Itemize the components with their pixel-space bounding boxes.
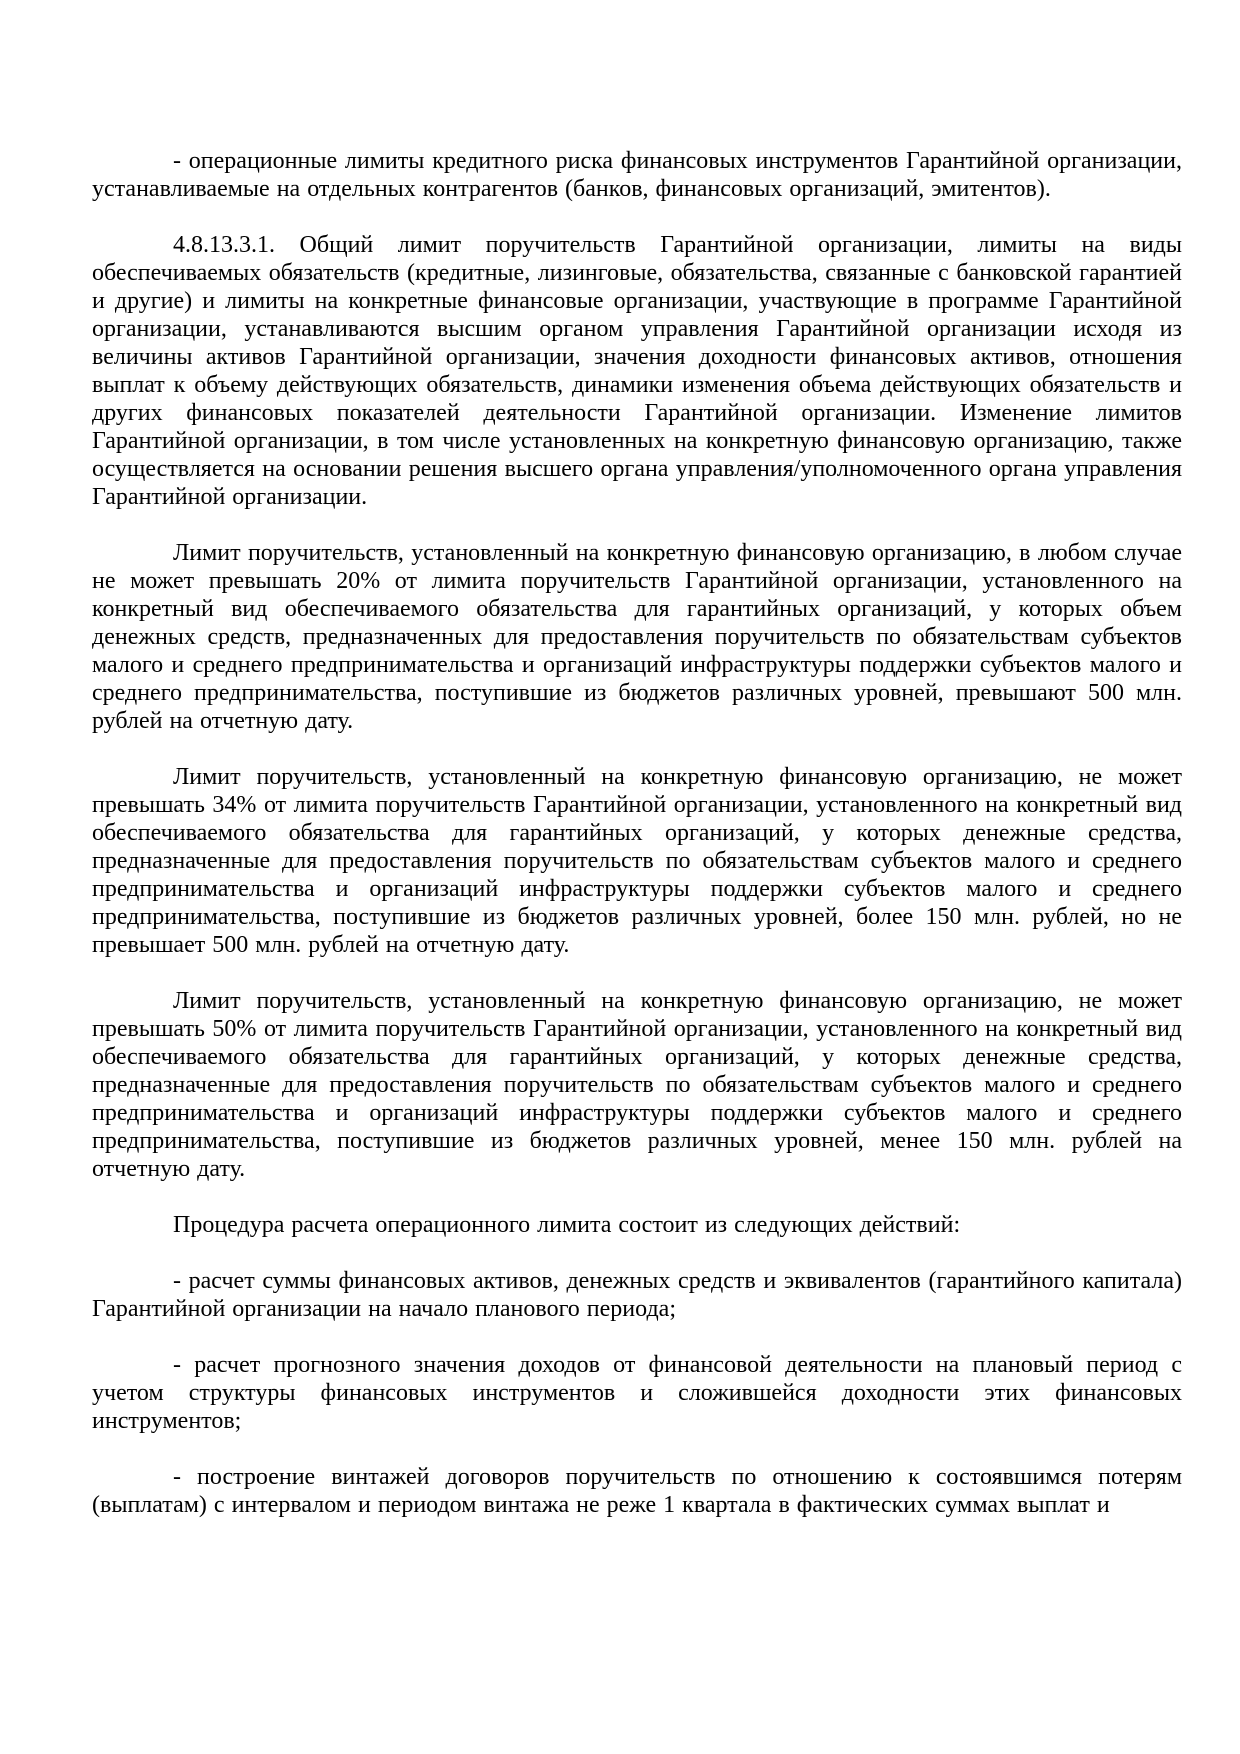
paragraph-limit-20-percent: Лимит поручительств, установленный на конкретную финансовую организацию, в любом случае не может превышать 20% от лимита поручительств Гарантийной организации, установленного на конкретный вид обеспечиваемого обязательства для гарантийных организаций, у которых объем денежных средств, предназначенных для предоставления поручительств по обязательствам субъектов малого и среднего предпринимательства и организаций инфраструктуры поддержки субъектов малого и среднего предпринимательства, поступившие из бюджетов различных уровней, превышают 500 млн. рублей на отчетную дату. — [92, 540, 1182, 734]
paragraph-operational-limits: - операционные лимиты кредитного риска финансовых инструментов Гарантийной организации, устанавливаемые на отдельных контрагентов (банков, финансовых организаций, эмитентов). — [92, 148, 1182, 202]
paragraph-4-8-13-3-1: 4.8.13.3.1. Общий лимит поручительств Гарантийной организации, лимиты на виды обеспечиваемых обязательств (кредитные, лизинговые, обязательства, связанные с банковской гарантией и другие) и лимиты на конкретные финансовые организации, участвующие в программе Гарантийной организации, устанавливаются высшим органом управления Гарантийной организации исходя из величины активов Гарантийной организации, значения доходности финансовых активов, отношения выплат к объему действующих обязательств, динамики изменения объема действующих обязательств и других финансовых показателей деятельности Гарантийной организации. Изменение лимитов Гарантийной организации, в том числе установленных на конкретную финансовую организацию, также осуществляется на основании решения высшего органа управления/уполномоченного органа управления Гарантийной организации. — [92, 232, 1182, 510]
paragraph-limit-50-percent: Лимит поручительств, установленный на конкретную финансовую организацию, не может превышать 50% от лимита поручительств Гарантийной организации, установленного на конкретный вид обеспечиваемого обязательства для гарантийных организаций, у которых денежные средства, предназначенные для предоставления поручительств по обязательствам субъектов малого и среднего предпринимательства и организаций инфраструктуры поддержки субъектов малого и среднего предпринимательства, поступившие из бюджетов различных уровней, менее 150 млн. рублей на отчетную дату. — [92, 988, 1182, 1182]
paragraph-step-assets-sum: - расчет суммы финансовых активов, денежных средств и эквивалентов (гарантийного капитала) Гарантийной организации на начало планового периода; — [92, 1268, 1182, 1322]
paragraph-procedure-intro: Процедура расчета операционного лимита состоит из следующих действий: — [173, 1212, 961, 1238]
paragraph-limit-34-percent: Лимит поручительств, установленный на конкретную финансовую организацию, не может превышать 34% от лимита поручительств Гарантийной организации, установленного на конкретный вид обеспечиваемого обязательства для гарантийных организаций, у которых денежные средства, предназначенные для предоставления поручительств по обязательствам субъектов малого и среднего предпринимательства и организаций инфраструктуры поддержки субъектов малого и среднего предпринимательства, поступившие из бюджетов различных уровней, более 150 млн. рублей, но не превышает 500 млн. рублей на отчетную дату. — [92, 764, 1182, 958]
paragraph-step-income-forecast: - расчет прогнозного значения доходов от финансовой деятельности на плановый период с учетом структуры финансовых инструментов и сложившейся доходности этих финансовых инструментов; — [92, 1352, 1182, 1434]
paragraph-step-vintages: - построение винтажей договоров поручительств по отношению к состоявшимся потерям (выплатам) с интервалом и периодом винтажа не реже 1 квартала в фактических суммах выплат и — [92, 1464, 1182, 1518]
